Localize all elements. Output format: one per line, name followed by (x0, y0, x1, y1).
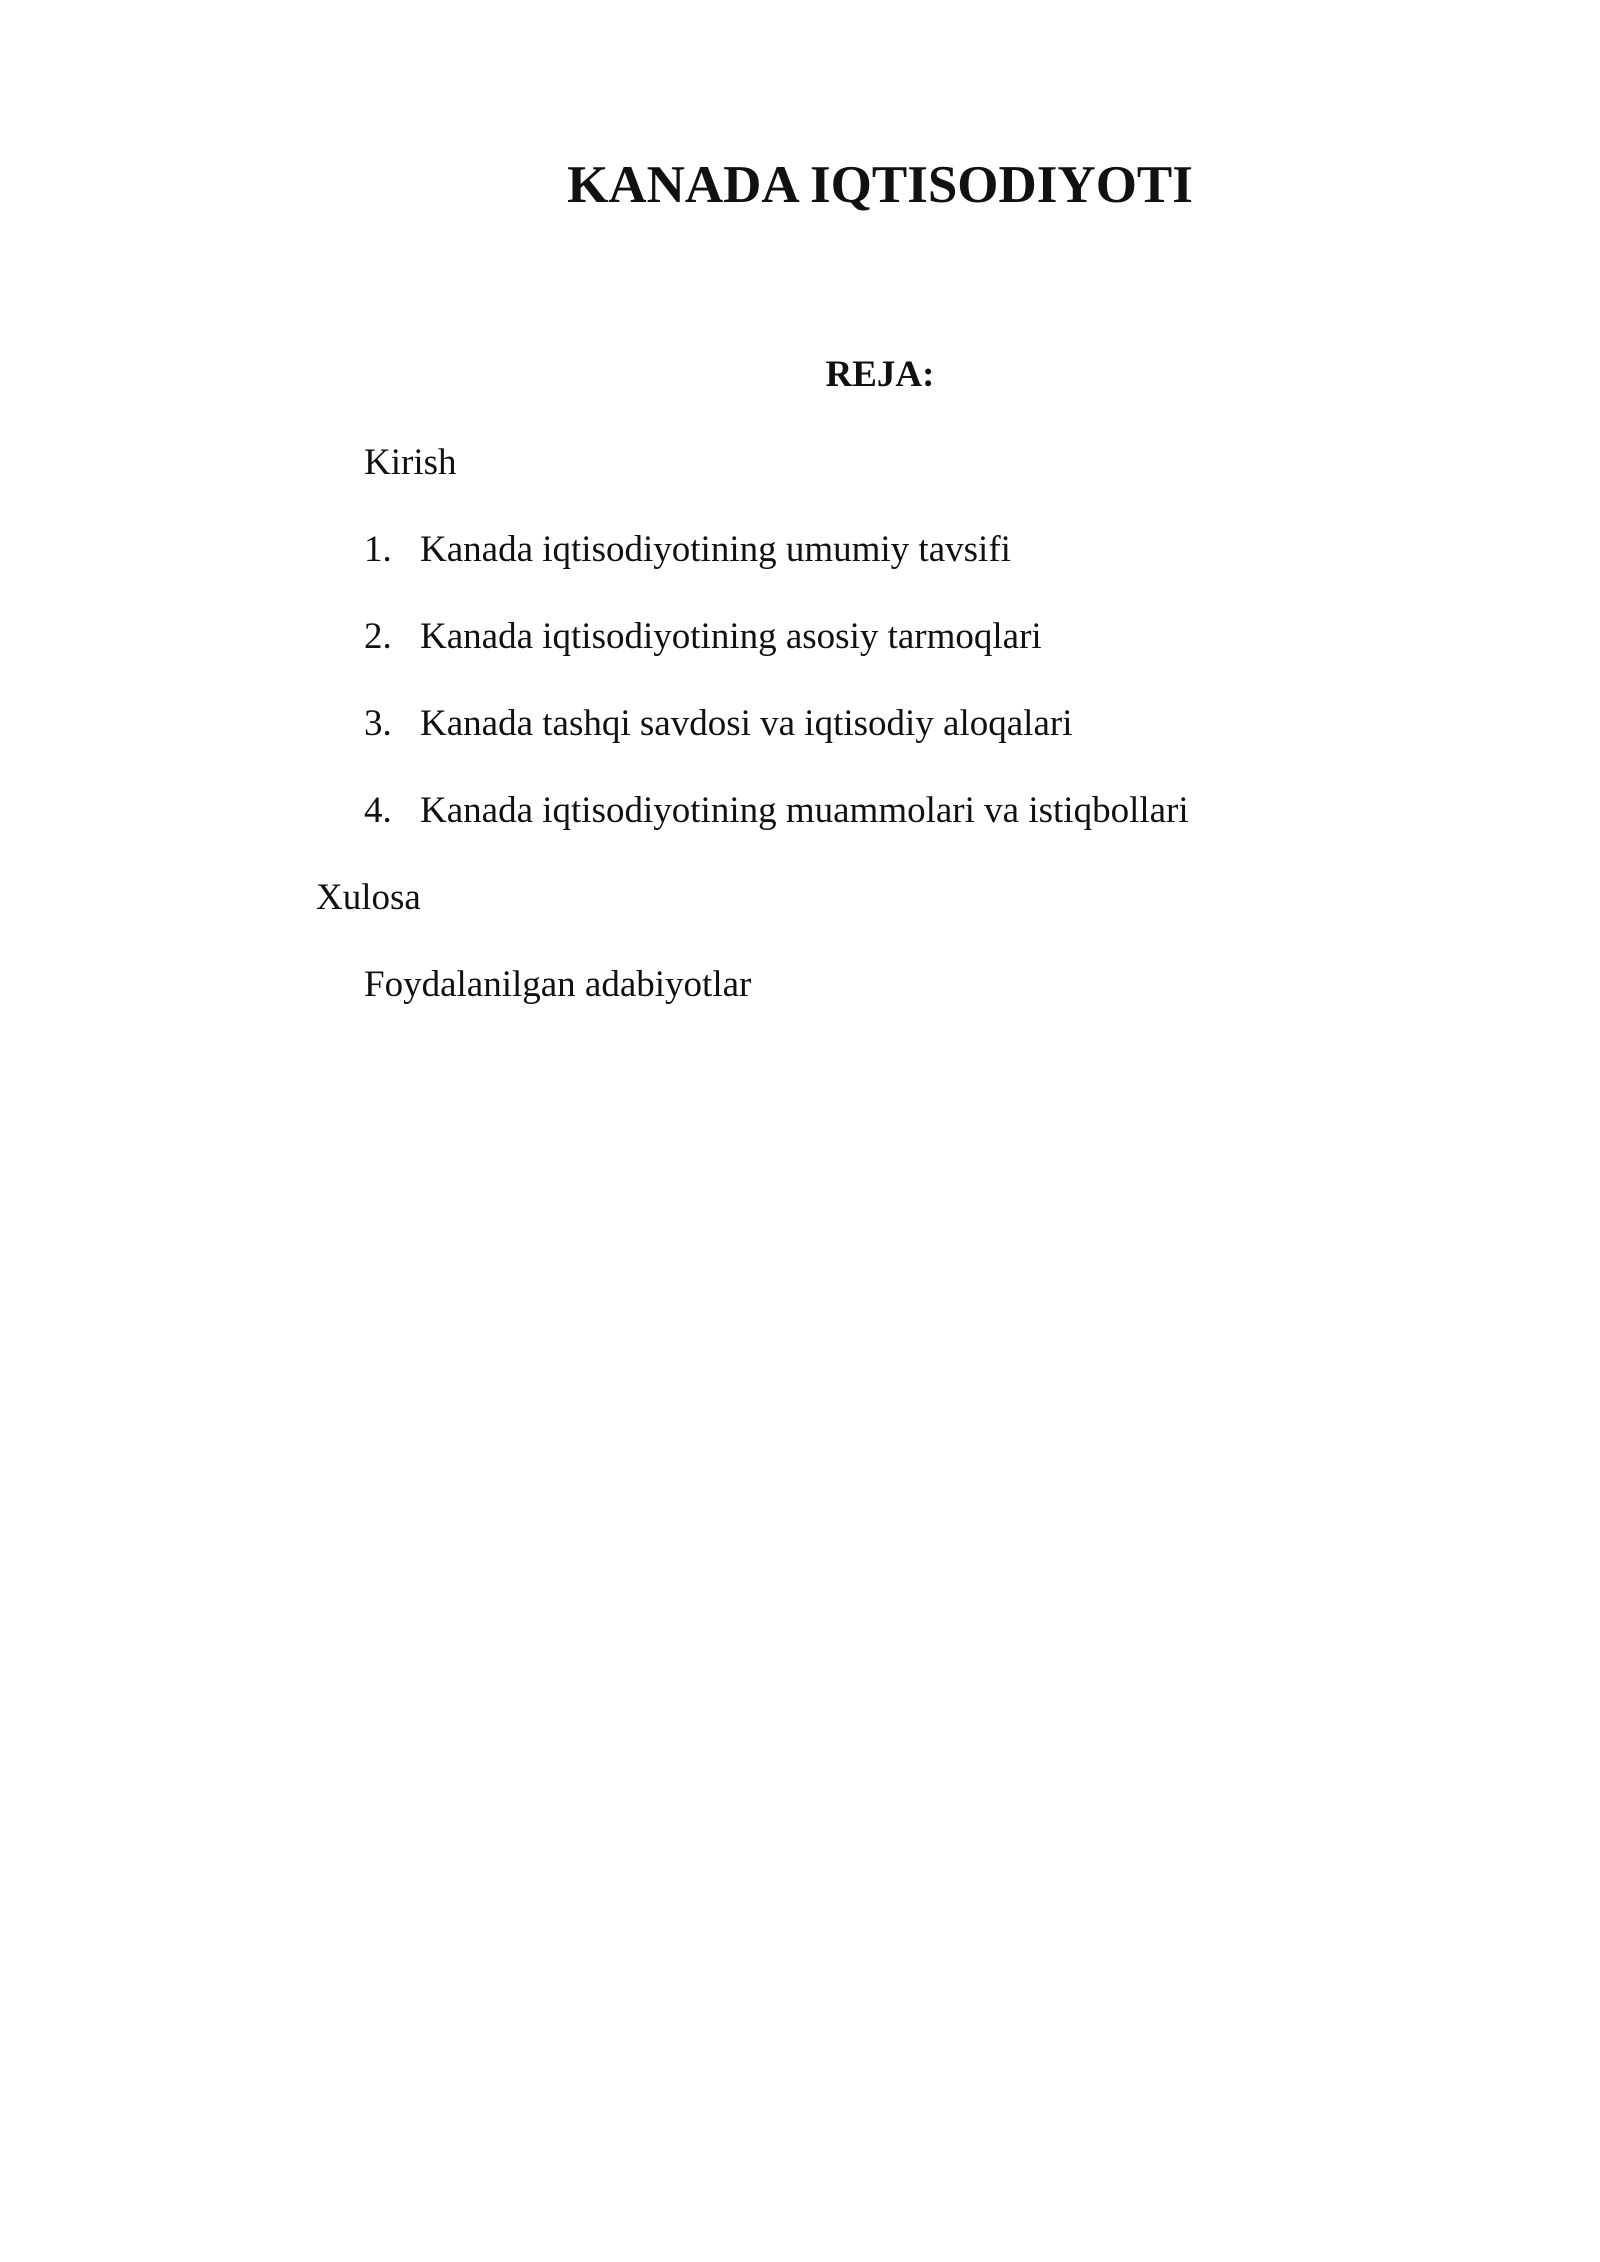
plan-item-text: Kanada iqtisodiyotining asosiy tarmoqlari (420, 616, 1042, 657)
document-title: KANADA IQTISODIYOTI (567, 156, 1193, 214)
plan-item (364, 786, 1189, 836)
plan-item-number: 2. (364, 616, 392, 657)
plan-item-text: Kanada iqtisodiyotining muammolari va istiqbollari (420, 790, 1189, 831)
plan-heading: REJA: (825, 354, 935, 395)
plan-conclusion: Xulosa (316, 877, 421, 918)
plan-intro: Kirish (364, 442, 457, 483)
plan-item (364, 699, 1073, 749)
plan-item-number: 3. (364, 703, 392, 744)
plan-item-text: Kanada iqtisodiyotining umumiy tavsifi (420, 529, 1011, 570)
plan-item-number: 1. (364, 529, 392, 570)
plan-item-text: Kanada tashqi savdosi va iqtisodiy aloqalari (420, 703, 1073, 744)
plan-item (364, 612, 1042, 662)
plan-item (364, 525, 1011, 575)
plan-references: Foydalanilgan adabiyotlar (364, 964, 752, 1005)
plan-item-number: 4. (364, 790, 392, 831)
